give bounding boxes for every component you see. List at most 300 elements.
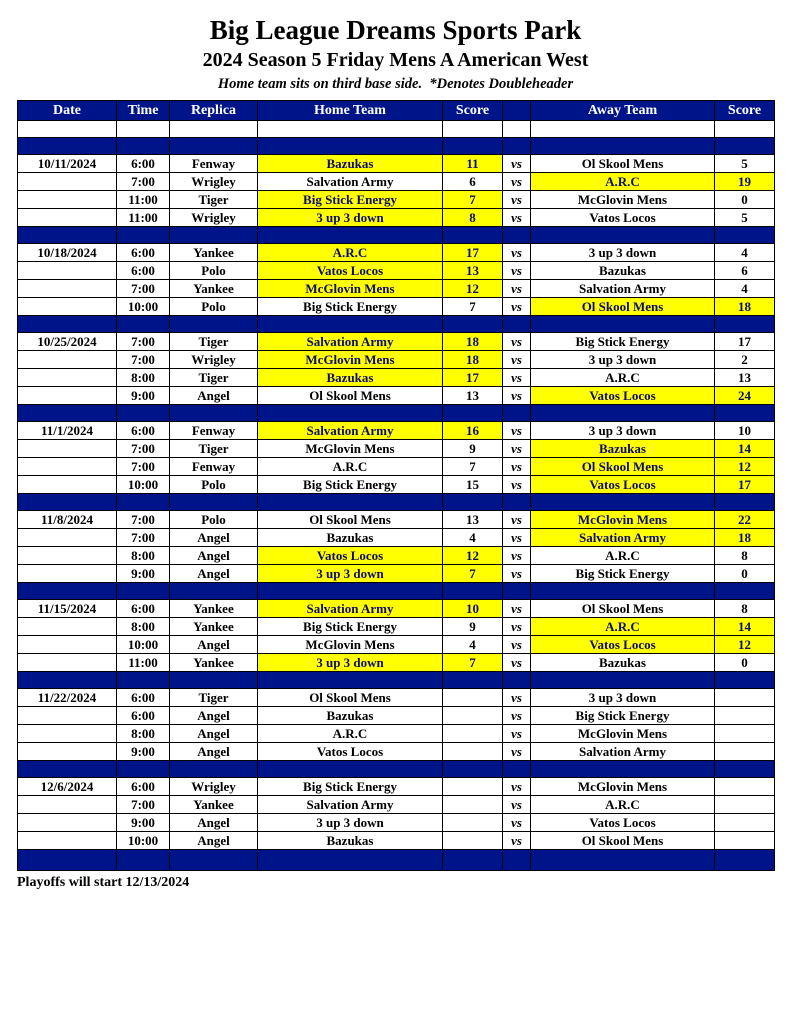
separator-row-cell <box>503 493 531 510</box>
time-cell: 7:00 <box>117 172 170 190</box>
game-row <box>18 261 775 279</box>
home-score-cell <box>443 688 503 706</box>
home-team-cell: A.R.C <box>258 724 443 742</box>
away-team-cell: Big Stick Energy <box>531 564 715 582</box>
vs-cell: vs <box>503 635 531 653</box>
date-cell <box>18 724 117 742</box>
away-score-cell <box>715 831 775 849</box>
vs-cell: vs <box>503 332 531 350</box>
away-team-cell: McGlovin Mens <box>531 510 715 528</box>
vs-cell: vs <box>503 777 531 795</box>
separator-row-cell <box>715 404 775 421</box>
away-team-cell: A.R.C <box>531 546 715 564</box>
separator-row-cell <box>443 404 503 421</box>
separator-row <box>18 493 775 510</box>
date-cell: 11/22/2024 <box>18 688 117 706</box>
home-score-cell: 9 <box>443 439 503 457</box>
separator-row-cell <box>258 226 443 243</box>
time-cell: 9:00 <box>117 386 170 404</box>
away-team-cell: Salvation Army <box>531 742 715 760</box>
time-cell: 7:00 <box>117 439 170 457</box>
date-cell <box>18 261 117 279</box>
spacer-row-cell <box>503 120 531 137</box>
separator-row <box>18 226 775 243</box>
away-team-cell: Vatos Locos <box>531 635 715 653</box>
spacer-row-cell <box>715 120 775 137</box>
date-cell <box>18 457 117 475</box>
time-cell: 9:00 <box>117 564 170 582</box>
date-cell: 10/18/2024 <box>18 243 117 261</box>
separator-row-cell <box>170 315 258 332</box>
home-team-cell: Bazukas <box>258 831 443 849</box>
date-cell: 11/15/2024 <box>18 599 117 617</box>
separator-row-cell <box>258 404 443 421</box>
separator-row-cell <box>531 404 715 421</box>
separator-row-cell <box>18 404 117 421</box>
time-cell: 6:00 <box>117 421 170 439</box>
separator-row-cell <box>503 760 531 777</box>
date-cell <box>18 172 117 190</box>
time-cell: 10:00 <box>117 297 170 315</box>
separator-row-cell <box>18 849 117 870</box>
time-cell: 9:00 <box>117 742 170 760</box>
away-team-cell: A.R.C <box>531 617 715 635</box>
home-score-cell <box>443 724 503 742</box>
home-team-cell: Ol Skool Mens <box>258 386 443 404</box>
vs-cell: vs <box>503 724 531 742</box>
column-header-score-4: Score <box>443 100 503 120</box>
separator-row-cell <box>18 226 117 243</box>
separator-row-cell <box>117 671 170 688</box>
replica-cell: Angel <box>170 742 258 760</box>
away-score-cell <box>715 706 775 724</box>
away-score-cell: 14 <box>715 617 775 635</box>
date-cell <box>18 653 117 671</box>
date-cell <box>18 190 117 208</box>
game-row <box>18 599 775 617</box>
date-cell <box>18 795 117 813</box>
home-score-cell: 4 <box>443 528 503 546</box>
time-cell: 10:00 <box>117 475 170 493</box>
home-team-cell: Ol Skool Mens <box>258 688 443 706</box>
away-team-cell: McGlovin Mens <box>531 190 715 208</box>
replica-cell: Angel <box>170 831 258 849</box>
home-team-cell: Big Stick Energy <box>258 190 443 208</box>
away-team-cell: Bazukas <box>531 261 715 279</box>
home-team-cell: Salvation Army <box>258 599 443 617</box>
replica-cell: Angel <box>170 635 258 653</box>
away-score-cell: 0 <box>715 564 775 582</box>
home-score-cell: 9 <box>443 617 503 635</box>
home-score-cell: 17 <box>443 368 503 386</box>
home-score-cell: 7 <box>443 190 503 208</box>
away-score-cell: 18 <box>715 297 775 315</box>
game-row <box>18 653 775 671</box>
game-row <box>18 742 775 760</box>
vs-cell: vs <box>503 172 531 190</box>
home-score-cell: 8 <box>443 208 503 226</box>
home-score-cell: 13 <box>443 386 503 404</box>
home-team-cell: A.R.C <box>258 457 443 475</box>
spacer-row-cell <box>258 120 443 137</box>
vs-cell: vs <box>503 510 531 528</box>
spacer-row-cell <box>18 120 117 137</box>
home-score-cell: 11 <box>443 154 503 172</box>
vs-cell: vs <box>503 528 531 546</box>
separator-row-cell <box>503 849 531 870</box>
away-team-cell: Salvation Army <box>531 528 715 546</box>
vs-cell: vs <box>503 154 531 172</box>
away-score-cell <box>715 688 775 706</box>
home-score-cell: 13 <box>443 510 503 528</box>
game-row <box>18 190 775 208</box>
separator-row-cell <box>258 849 443 870</box>
date-cell <box>18 546 117 564</box>
page-title: Big League Dreams Sports Park <box>209 15 582 45</box>
replica-cell: Angel <box>170 546 258 564</box>
replica-cell: Tiger <box>170 368 258 386</box>
separator-row-cell <box>18 582 117 599</box>
time-cell: 7:00 <box>117 528 170 546</box>
replica-cell: Tiger <box>170 439 258 457</box>
separator-row-cell <box>117 849 170 870</box>
time-cell: 8:00 <box>117 724 170 742</box>
home-team-cell: 3 up 3 down <box>258 653 443 671</box>
home-score-cell <box>443 795 503 813</box>
home-team-cell: McGlovin Mens <box>258 439 443 457</box>
date-cell <box>18 297 117 315</box>
away-team-cell: Salvation Army <box>531 279 715 297</box>
separator-row-cell <box>170 849 258 870</box>
time-cell: 8:00 <box>117 617 170 635</box>
separator-row-cell <box>443 760 503 777</box>
game-row <box>18 831 775 849</box>
away-team-cell: Big Stick Energy <box>531 706 715 724</box>
separator-row-cell <box>18 760 117 777</box>
home-score-cell: 17 <box>443 243 503 261</box>
home-team-cell: Salvation Army <box>258 332 443 350</box>
date-cell <box>18 386 117 404</box>
time-cell: 6:00 <box>117 261 170 279</box>
time-cell: 10:00 <box>117 635 170 653</box>
column-header-home-team-3: Home Team <box>258 100 443 120</box>
home-team-cell: Salvation Army <box>258 795 443 813</box>
away-score-cell: 14 <box>715 439 775 457</box>
date-cell <box>18 279 117 297</box>
game-row <box>18 243 775 261</box>
separator-row-cell <box>18 671 117 688</box>
home-score-cell: 7 <box>443 653 503 671</box>
date-cell <box>18 813 117 831</box>
away-team-cell: 3 up 3 down <box>531 421 715 439</box>
away-team-cell: Ol Skool Mens <box>531 831 715 849</box>
separator-row <box>18 137 775 154</box>
replica-cell: Wrigley <box>170 777 258 795</box>
replica-cell: Yankee <box>170 617 258 635</box>
spacer-row-cell <box>117 120 170 137</box>
away-score-cell <box>715 813 775 831</box>
time-cell: 7:00 <box>117 457 170 475</box>
separator-row-cell <box>170 671 258 688</box>
away-score-cell: 24 <box>715 386 775 404</box>
separator-row-cell <box>18 315 117 332</box>
away-team-cell: 3 up 3 down <box>531 243 715 261</box>
separator-row-cell <box>443 315 503 332</box>
vs-cell: vs <box>503 546 531 564</box>
date-cell <box>18 831 117 849</box>
home-score-cell <box>443 742 503 760</box>
vs-cell: vs <box>503 208 531 226</box>
date-cell <box>18 528 117 546</box>
column-header-time-1: Time <box>117 100 170 120</box>
game-row <box>18 706 775 724</box>
away-team-cell: Vatos Locos <box>531 475 715 493</box>
replica-cell: Angel <box>170 706 258 724</box>
separator-row-cell <box>18 137 117 154</box>
schedule-note: Home team sits on third base side. *Denotes Doubleheader <box>217 75 574 92</box>
separator-row-cell <box>258 137 443 154</box>
home-team-cell: McGlovin Mens <box>258 635 443 653</box>
vs-cell: vs <box>503 368 531 386</box>
game-row <box>18 208 775 226</box>
game-row <box>18 154 775 172</box>
time-cell: 6:00 <box>117 688 170 706</box>
vs-cell: vs <box>503 279 531 297</box>
separator-row-cell <box>503 404 531 421</box>
separator-row <box>18 582 775 599</box>
game-row <box>18 172 775 190</box>
separator-row-cell <box>443 849 503 870</box>
home-score-cell: 7 <box>443 457 503 475</box>
separator-row-cell <box>503 137 531 154</box>
away-score-cell: 19 <box>715 172 775 190</box>
separator-row-cell <box>715 493 775 510</box>
home-team-cell: McGlovin Mens <box>258 350 443 368</box>
replica-cell: Polo <box>170 475 258 493</box>
column-header-date-0: Date <box>18 100 117 120</box>
separator-row-cell <box>715 315 775 332</box>
away-score-cell: 18 <box>715 528 775 546</box>
separator-row-cell <box>715 226 775 243</box>
home-score-cell: 4 <box>443 635 503 653</box>
separator-row-cell <box>715 582 775 599</box>
separator-row-cell <box>443 493 503 510</box>
away-team-cell: Vatos Locos <box>531 386 715 404</box>
date-cell: 10/25/2024 <box>18 332 117 350</box>
separator-row-cell <box>531 849 715 870</box>
replica-cell: Angel <box>170 386 258 404</box>
vs-cell: vs <box>503 706 531 724</box>
home-score-cell: 18 <box>443 350 503 368</box>
table-header-row <box>18 100 775 120</box>
column-header-away-team-6: Away Team <box>531 100 715 120</box>
date-cell <box>18 368 117 386</box>
time-cell: 7:00 <box>117 510 170 528</box>
separator-row-cell <box>715 671 775 688</box>
separator-row-cell <box>170 137 258 154</box>
home-score-cell: 16 <box>443 421 503 439</box>
away-team-cell: McGlovin Mens <box>531 724 715 742</box>
date-cell: 11/1/2024 <box>18 421 117 439</box>
game-row <box>18 350 775 368</box>
time-cell: 6:00 <box>117 243 170 261</box>
replica-cell: Polo <box>170 510 258 528</box>
time-cell: 7:00 <box>117 279 170 297</box>
column-header-score-7: Score <box>715 100 775 120</box>
home-team-cell: Vatos Locos <box>258 261 443 279</box>
time-cell: 6:00 <box>117 154 170 172</box>
vs-cell: vs <box>503 688 531 706</box>
time-cell: 8:00 <box>117 546 170 564</box>
separator-row-cell <box>443 137 503 154</box>
away-team-cell: Big Stick Energy <box>531 332 715 350</box>
spacer-row-cell <box>170 120 258 137</box>
home-score-cell: 12 <box>443 546 503 564</box>
separator-row-cell <box>18 493 117 510</box>
away-score-cell: 12 <box>715 457 775 475</box>
away-team-cell: Ol Skool Mens <box>531 154 715 172</box>
home-team-cell: Vatos Locos <box>258 546 443 564</box>
separator-row-cell <box>531 582 715 599</box>
replica-cell: Fenway <box>170 154 258 172</box>
separator-row-cell <box>117 137 170 154</box>
away-team-cell: Vatos Locos <box>531 813 715 831</box>
replica-cell: Tiger <box>170 190 258 208</box>
vs-cell: vs <box>503 475 531 493</box>
separator-row-cell <box>531 760 715 777</box>
home-score-cell: 6 <box>443 172 503 190</box>
home-team-cell: Big Stick Energy <box>258 297 443 315</box>
column-header-replica-2: Replica <box>170 100 258 120</box>
home-team-cell: Big Stick Energy <box>258 475 443 493</box>
away-score-cell: 6 <box>715 261 775 279</box>
vs-cell: vs <box>503 742 531 760</box>
away-team-cell: 3 up 3 down <box>531 688 715 706</box>
away-score-cell <box>715 777 775 795</box>
time-cell: 6:00 <box>117 599 170 617</box>
replica-cell: Angel <box>170 528 258 546</box>
replica-cell: Tiger <box>170 332 258 350</box>
vs-cell: vs <box>503 653 531 671</box>
home-team-cell: A.R.C <box>258 243 443 261</box>
home-score-cell <box>443 706 503 724</box>
game-row <box>18 510 775 528</box>
replica-cell: Angel <box>170 564 258 582</box>
game-row <box>18 777 775 795</box>
away-score-cell: 8 <box>715 599 775 617</box>
vs-cell: vs <box>503 599 531 617</box>
game-row <box>18 528 775 546</box>
schedule-table <box>17 100 775 871</box>
vs-cell: vs <box>503 617 531 635</box>
home-score-cell <box>443 813 503 831</box>
date-cell <box>18 439 117 457</box>
separator-row-cell <box>258 315 443 332</box>
home-team-cell: Ol Skool Mens <box>258 510 443 528</box>
home-score-cell: 12 <box>443 279 503 297</box>
separator-row <box>18 315 775 332</box>
home-team-cell: 3 up 3 down <box>258 564 443 582</box>
time-cell: 6:00 <box>117 706 170 724</box>
away-score-cell: 0 <box>715 190 775 208</box>
vs-cell: vs <box>503 795 531 813</box>
home-score-cell <box>443 831 503 849</box>
away-team-cell: McGlovin Mens <box>531 777 715 795</box>
away-team-cell: 3 up 3 down <box>531 350 715 368</box>
game-row <box>18 795 775 813</box>
replica-cell: Yankee <box>170 599 258 617</box>
separator-row-cell <box>170 226 258 243</box>
spacer-row <box>18 120 775 137</box>
separator-row-cell <box>170 582 258 599</box>
vs-cell: vs <box>503 439 531 457</box>
separator-row-cell <box>715 760 775 777</box>
page-subtitle: 2024 Season 5 Friday Mens A American West <box>202 48 589 71</box>
game-row <box>18 457 775 475</box>
separator-row-cell <box>258 671 443 688</box>
away-score-cell: 4 <box>715 243 775 261</box>
away-score-cell: 17 <box>715 475 775 493</box>
home-team-cell: 3 up 3 down <box>258 813 443 831</box>
separator-row-cell <box>258 493 443 510</box>
vs-cell: vs <box>503 243 531 261</box>
home-team-cell: Big Stick Energy <box>258 777 443 795</box>
time-cell: 7:00 <box>117 332 170 350</box>
time-cell: 11:00 <box>117 208 170 226</box>
game-row <box>18 564 775 582</box>
away-score-cell: 5 <box>715 154 775 172</box>
away-score-cell: 4 <box>715 279 775 297</box>
vs-cell: vs <box>503 421 531 439</box>
time-cell: 9:00 <box>117 813 170 831</box>
date-cell <box>18 564 117 582</box>
separator-row-cell <box>531 671 715 688</box>
separator-row-cell <box>715 849 775 870</box>
replica-cell: Yankee <box>170 243 258 261</box>
replica-cell: Fenway <box>170 457 258 475</box>
home-team-cell: Bazukas <box>258 368 443 386</box>
game-row <box>18 279 775 297</box>
away-team-cell: A.R.C <box>531 172 715 190</box>
separator-row-cell <box>170 493 258 510</box>
game-row <box>18 475 775 493</box>
time-cell: 7:00 <box>117 795 170 813</box>
away-score-cell: 5 <box>715 208 775 226</box>
away-team-cell: A.R.C <box>531 795 715 813</box>
separator-row-cell <box>258 582 443 599</box>
separator-row-cell <box>117 493 170 510</box>
game-row <box>18 386 775 404</box>
away-score-cell <box>715 742 775 760</box>
home-team-cell: Big Stick Energy <box>258 617 443 635</box>
away-team-cell: Vatos Locos <box>531 208 715 226</box>
separator-row-cell <box>503 582 531 599</box>
away-team-cell: A.R.C <box>531 368 715 386</box>
time-cell: 11:00 <box>117 190 170 208</box>
replica-cell: Angel <box>170 724 258 742</box>
replica-cell: Fenway <box>170 421 258 439</box>
away-score-cell: 0 <box>715 653 775 671</box>
replica-cell: Wrigley <box>170 172 258 190</box>
game-row <box>18 421 775 439</box>
separator-row-cell <box>531 493 715 510</box>
home-team-cell: Bazukas <box>258 154 443 172</box>
title-block <box>0 0 791 93</box>
home-score-cell <box>443 777 503 795</box>
vs-cell: vs <box>503 261 531 279</box>
away-team-cell: Bazukas <box>531 439 715 457</box>
separator-row <box>18 671 775 688</box>
